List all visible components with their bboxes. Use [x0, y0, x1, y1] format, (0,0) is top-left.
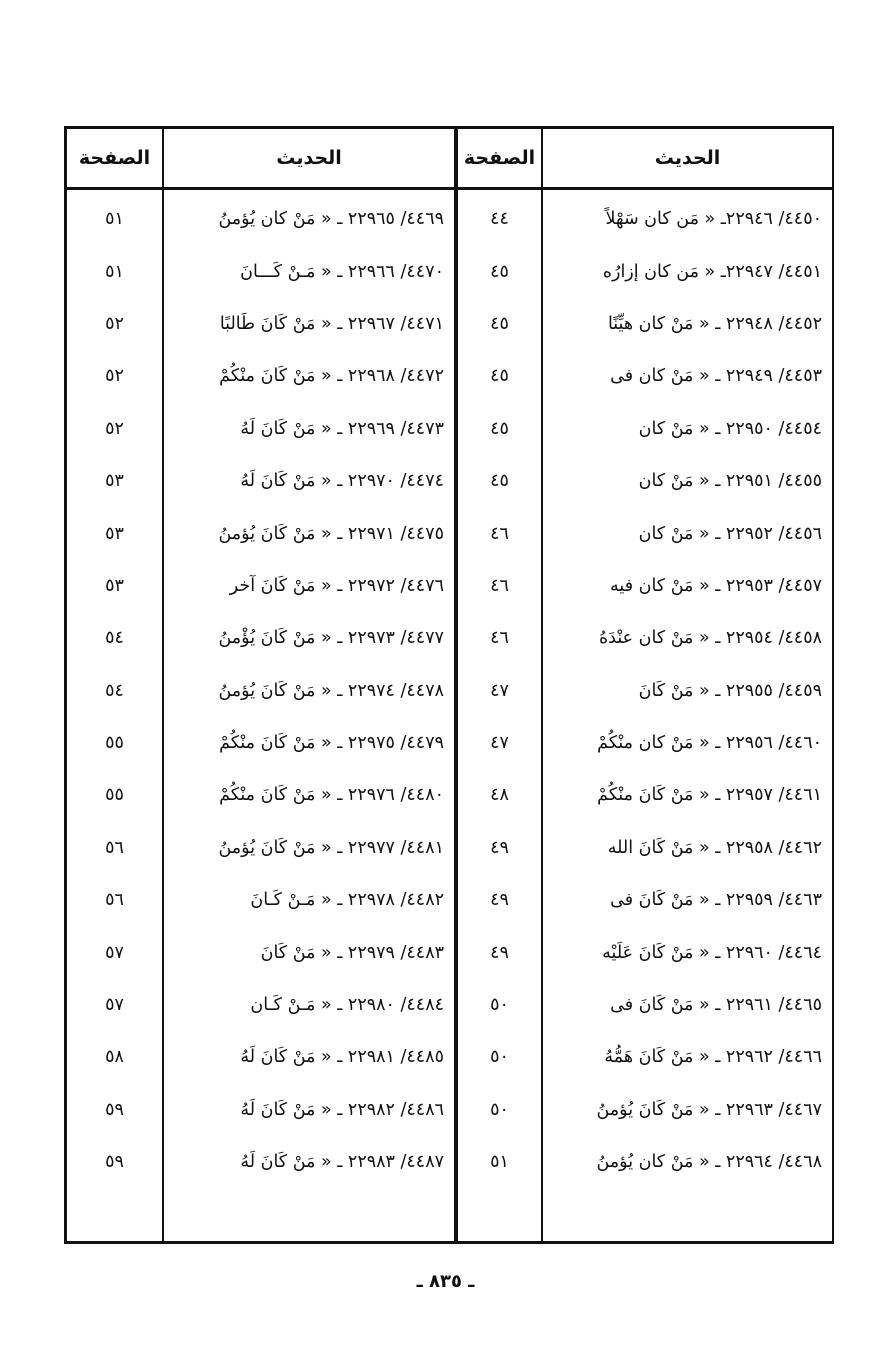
hadith-entry: ٤٤٦٧/ ٢٢٩٦٣ ـ « مَنْ كَانَ يُؤمنُ	[596, 1099, 822, 1120]
page-number-cell: ٤٥	[490, 366, 509, 387]
page-number: ـ ٨٣٥ ـ	[416, 1271, 475, 1292]
page-number-cell: ٥٥	[105, 733, 124, 754]
hadith-entry: ٤٤٦٤/ ٢٢٩٦٠ ـ « مَنْ كَانَ عَلَيْه	[602, 942, 822, 963]
page-number-cell: ٥٨	[105, 1047, 124, 1068]
page-number-cell: ٥١	[490, 1152, 509, 1173]
hadith-entry: ٤٤٨٧/ ٢٢٩٨٣ ـ « مَنْ كَانَ لَهُ	[240, 1152, 444, 1173]
right-hadith-header: الحديث	[654, 147, 721, 169]
hadith-entry: ٤٤٦٨/ ٢٢٩٦٤ ـ « مَنْ كان يُؤمنُ	[596, 1152, 822, 1173]
hadith-entry: ٤٤٨٠/ ٢٢٩٧٦ ـ « مَنْ كَانَ منْكُمْ	[219, 785, 444, 806]
right-hadith-rows	[543, 193, 832, 1188]
page-number-cell: ٥٠	[490, 1099, 509, 1120]
page-number-cell: ٥٣	[105, 471, 124, 492]
page-number-cell: ٤٨	[490, 785, 509, 806]
hadith-entry: ٤٤٦١/ ٢٢٩٥٧ ـ « مَنْ كَانَ منْكُمْ	[597, 785, 822, 806]
page-number-cell: ٥٣	[105, 575, 124, 596]
page-number-cell: ٤٤	[490, 209, 509, 230]
page-number-cell: ٤٥	[490, 313, 509, 334]
hadith-entry: ٤٤٧٠/ ٢٢٩٦٦ ـ « مَـنْ كَـــانَ	[240, 261, 444, 282]
page-number-cell: ٤٦	[490, 523, 509, 544]
page-number-cell: ٥٢	[105, 366, 124, 387]
page-number-cell: ٥١	[105, 261, 124, 282]
hadith-entry: ٤٤٧٣/ ٢٢٩٦٩ ـ « مَنْ كَانَ لَهُ	[240, 418, 444, 439]
right-page-header: الصفحة	[463, 147, 536, 169]
page-number-cell: ٥٩	[105, 1152, 124, 1173]
hadith-entry: ٤٤٨٦/ ٢٢٩٨٢ ـ « مَنْ كَانَ لَهُ	[240, 1099, 444, 1120]
page-number-cell: ٥٩	[105, 1099, 124, 1120]
right-page-rows	[458, 193, 541, 1188]
hadith-entry: ٤٤٥٩/ ٢٢٩٥٥ ـ « مَنْ كَانَ	[638, 680, 822, 701]
hadith-entry: ٤٤٨٥/ ٢٢٩٨١ ـ « مَنْ كَانَ لَهُ	[240, 1047, 444, 1068]
hadith-entry: ٤٤٨٤/ ٢٢٩٨٠ ـ « مَـنْ كَـان	[250, 995, 444, 1016]
page-number-cell: ٤٦	[490, 628, 509, 649]
left-hadith-header: الحديث	[276, 147, 342, 169]
hadith-entry: ٤٤٨٢/ ٢٢٩٧٨ ـ « مَـنْ كَـانَ	[250, 890, 444, 911]
page-number-cell: ٤٩	[490, 942, 509, 963]
page-number-cell: ٥٠	[490, 995, 509, 1016]
page-number-cell: ٥٣	[105, 523, 124, 544]
hadith-entry: ٤٤٥١/ ٢٢٩٤٧ـ « مَن كان إزارُه	[602, 261, 822, 282]
page-number-cell: ٥٥	[105, 785, 124, 806]
hadith-entry: ٤٤٥٨/ ٢٢٩٥٤ ـ « مَنْ كان عنْدَهُ	[598, 628, 822, 649]
hadith-entry: ٤٤٦٦/ ٢٢٩٦٢ ـ « مَنْ كَانَ هَمُّهُ	[604, 1047, 822, 1068]
hadith-entry: ٤٤٥٤/ ٢٢٩٥٠ ـ « مَنْ كان	[638, 418, 822, 439]
left-page-column	[67, 129, 162, 1241]
page-number-cell: ٤٥	[490, 418, 509, 439]
hadith-entry: ٤٤٨٣/ ٢٢٩٧٩ ـ « مَنْ كَانَ	[260, 942, 444, 963]
hadith-entry: ٤٤٥٧/ ٢٢٩٥٣ ـ « مَنْ كان فيه	[610, 575, 822, 596]
page-number-cell: ٤٥	[490, 471, 509, 492]
page-number-cell: ٥٤	[105, 628, 124, 649]
hadith-entry: ٤٤٥٥/ ٢٢٩٥١ ـ « مَنْ كان	[638, 471, 822, 492]
hadith-entry: ٤٤٧٤/ ٢٢٩٧٠ ـ « مَنْ كَانَ لَهُ	[240, 471, 444, 492]
hadith-entry: ٤٤٧٦/ ٢٢٩٧٢ ـ « مَنْ كَانَ آخر	[229, 575, 444, 596]
page-number-cell: ٤٩	[490, 837, 509, 858]
page-number-cell: ٥٦	[105, 890, 124, 911]
hadith-entry: ٤٤٦٣/ ٢٢٩٥٩ ـ « مَنْ كَانَ فى	[610, 890, 822, 911]
left-page-rows	[67, 193, 162, 1188]
hadith-entry: ٤٤٧٧/ ٢٢٩٧٣ ـ « مَنْ كَانَ يُؤْمنُ	[218, 628, 444, 649]
page-number-cell: ٥٢	[105, 418, 124, 439]
left-hadith-rows	[164, 193, 454, 1188]
hadith-entry: ٤٤٥٣/ ٢٢٩٤٩ ـ « مَنْ كان فى	[610, 366, 822, 387]
page-number-cell: ٤٧	[490, 733, 509, 754]
hadith-entry: ٤٤٧٨/ ٢٢٩٧٤ ـ « مَنْ كَانَ يُؤمنُ	[218, 680, 444, 701]
hadith-entry: ٤٤٥٢/ ٢٢٩٤٨ ـ « مَنْ كان هيِّنًا	[607, 313, 822, 334]
right-hadith-column	[543, 129, 832, 1241]
hadith-entry: ٤٤٧٢/ ٢٢٩٦٨ ـ « مَنْ كَانَ منْكُمْ	[219, 366, 444, 387]
page-number-cell: ٤٦	[490, 575, 509, 596]
hadith-entry: ٤٤٦٩/ ٢٢٩٦٥ ـ « مَنْ كان يُؤمنُ	[218, 209, 444, 230]
page-number-cell: ٥١	[105, 209, 124, 230]
hadith-entry: ٤٤٦٢/ ٢٢٩٥٨ ـ « مَنْ كَانَ الله	[607, 837, 822, 858]
page-number-cell: ٤٧	[490, 680, 509, 701]
hadith-entry: ٤٤٦٠/ ٢٢٩٥٦ ـ « مَنْ كان منْكُمْ	[597, 733, 822, 754]
page-number-cell: ٥٢	[105, 313, 124, 334]
hadith-entry: ٤٤٥٦/ ٢٢٩٥٢ ـ « مَنْ كان	[638, 523, 822, 544]
hadith-entry: ٤٤٧٩/ ٢٢٩٧٥ ـ « مَنْ كَانَ منْكُمْ	[219, 733, 444, 754]
page-number-cell: ٥٧	[105, 995, 124, 1016]
page-number-cell: ٥٠	[490, 1047, 509, 1068]
left-page-header: الصفحة	[78, 147, 151, 169]
page-number-cell: ٥٤	[105, 680, 124, 701]
hadith-entry: ٤٤٥٠/ ٢٢٩٤٦ـ « مَن كان سَهْلاً	[605, 209, 822, 230]
hadith-entry: ٤٤٧٥/ ٢٢٩٧١ ـ « مَنْ كَانَ يُؤمنُ	[218, 523, 444, 544]
right-page-column	[458, 129, 541, 1241]
page-number-cell: ٤٥	[490, 261, 509, 282]
index-table	[64, 126, 834, 1244]
left-hadith-column	[164, 129, 454, 1241]
page-number-cell: ٥٦	[105, 837, 124, 858]
page-number-cell: ٤٩	[490, 890, 509, 911]
page-number-cell: ٥٧	[105, 942, 124, 963]
hadith-entry: ٤٤٦٥/ ٢٢٩٦١ ـ « مَنْ كَانَ فى	[610, 995, 822, 1016]
hadith-entry: ٤٤٨١/ ٢٢٩٧٧ ـ « مَنْ كَانَ يُؤمنُ	[218, 837, 444, 858]
hadith-entry: ٤٤٧١/ ٢٢٩٦٧ ـ « مَنْ كَانَ طَالبًا	[219, 313, 444, 334]
